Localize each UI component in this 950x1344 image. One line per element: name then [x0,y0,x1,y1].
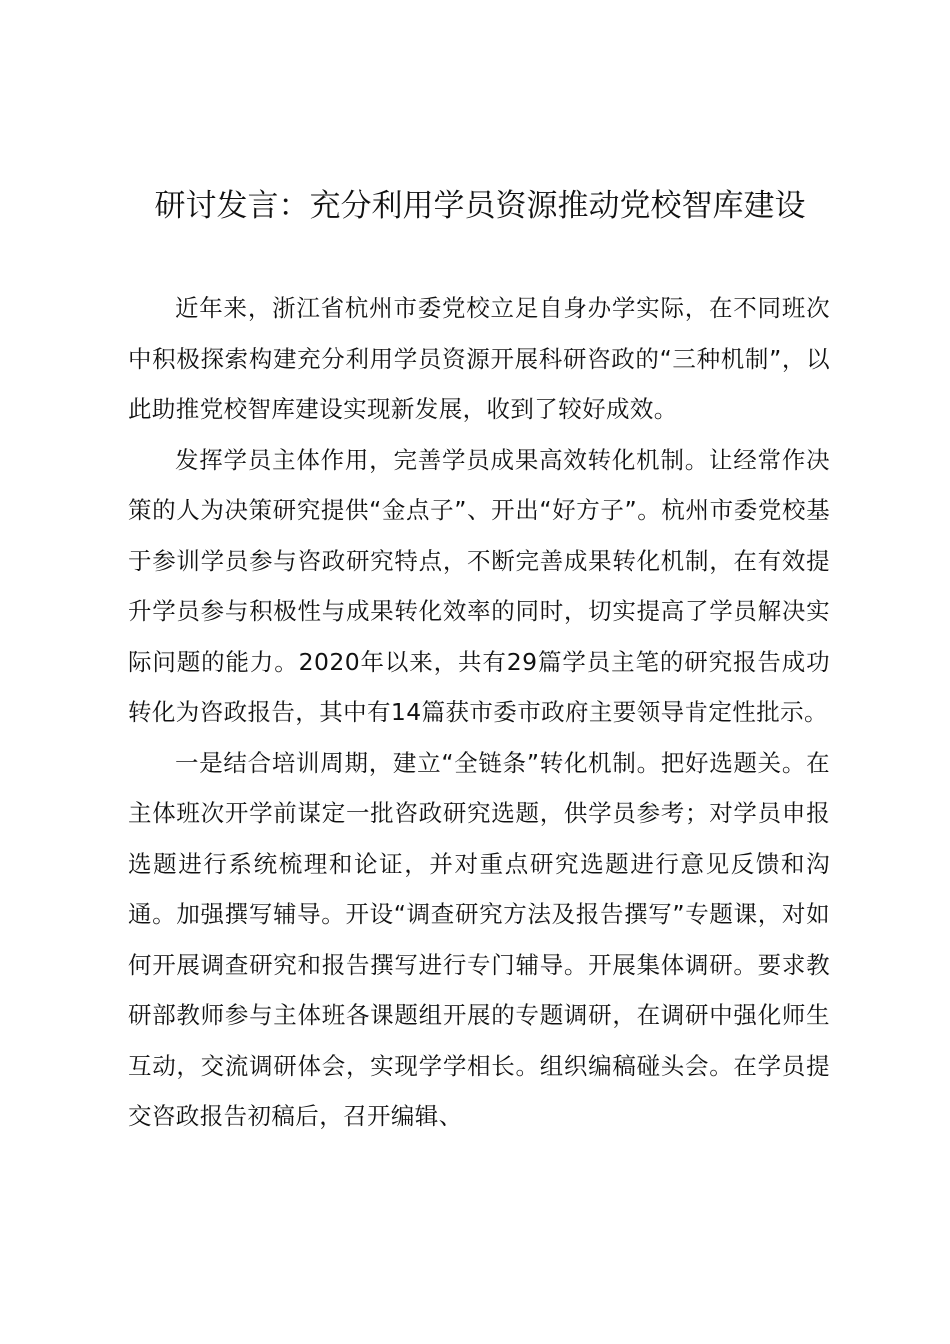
document-title: 研讨发言：充分利用学员资源推动党校智库建设 [154,188,806,224]
paragraph-mechanism: 发挥学员主体作用，完善学员成果高效转化机制。让经常作决策的人为决策研究提供“金点子”、开出“好方子”。杭州市委党校基于参训学员参与咨政研究特点，不断完善成果转化机制，在有效提升学员参与积极性与成果转化效率的同时，切实提高了学员解决实际问题的能力。2020年以来，共有29篇学员主笔的研究报告成功转化为咨政报告，其中有14篇获市委市政府主要领导肯定性批示。 [128,445,830,726]
paragraph-full-chain: 一是结合培训周期，建立“全链条”转化机制。把好选题关。在主体班次开学前谋定一批咨政研究选题，供学员参考；对学员申报选题进行系统梳理和论证，并对重点研究选题进行意见反馈和沟通。加强撰写辅导。开设“调查研究方法及报告撰写”专题课，对如何开展调查研究和报告撰写进行专门辅导。开展集体调研。要求教研部教师参与主体班各课题组开展的专题调研，在调研中强化师生互动，交流调研体会，实现学学相长。组织编稿碰头会。在学员提交咨政报告初稿后，召开编辑、 [128,748,830,1130]
paragraph-intro: 近年来，浙江省杭州市委党校立足自身办学实际，在不同班次中积极探索构建充分利用学员资源开展科研咨政的“三种机制”，以此助推党校智库建设实现新发展，收到了较好成效。 [128,294,830,423]
document-body [128,283,830,1142]
